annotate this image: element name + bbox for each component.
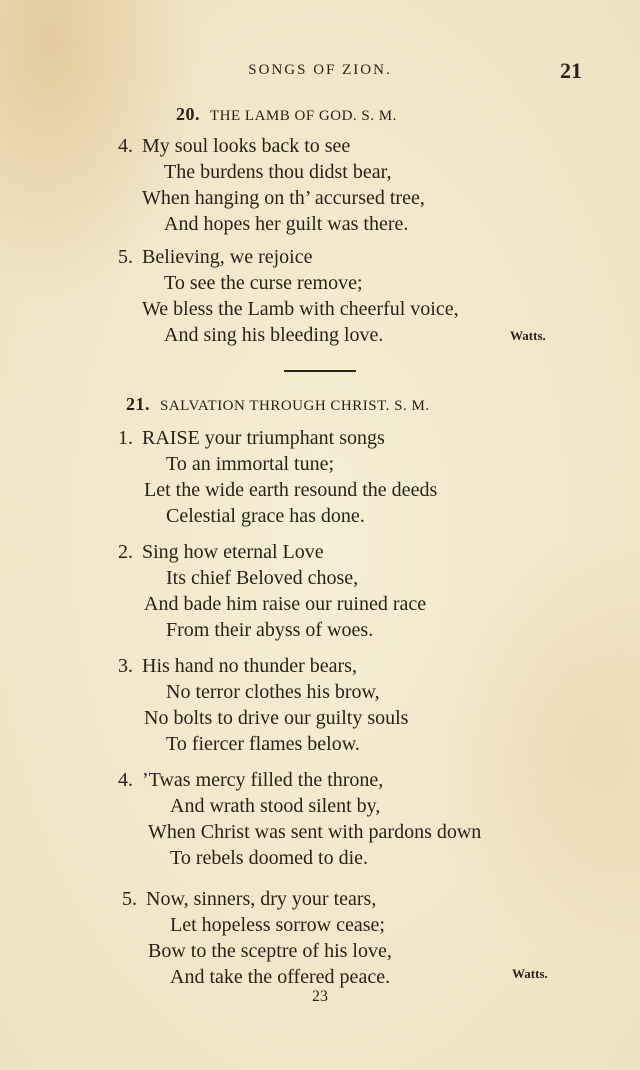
verse-line: We bless the Lamb with cheerful voice, [142, 298, 459, 320]
verse-line: And bade him raise our ruined race [144, 593, 427, 615]
hymn-20-heading [176, 104, 397, 125]
verse-line: To fiercer flames below. [166, 733, 360, 755]
verse-line: And sing his bleeding love. [164, 324, 384, 346]
verse-line: No terror clothes his brow, [166, 681, 380, 703]
verse-line [118, 244, 459, 270]
verse-line: And hopes her guilt was there. [164, 213, 409, 235]
hymn-21-verse-5 [122, 886, 392, 990]
verse-line: Its chief Beloved chose, [166, 567, 359, 589]
verse-text: Now, sinners, dry your tears, [146, 888, 377, 910]
verse-line [122, 886, 392, 912]
hymn-number: 21. [126, 394, 150, 414]
hymn-title: THE LAMB OF GOD. S. M. [210, 108, 397, 124]
verse-number: 4. [118, 135, 133, 157]
author-attribution: Watts. [510, 328, 546, 343]
page-number: 21 [560, 58, 582, 83]
hymn-20-verse-5 [118, 244, 459, 348]
verse-line [118, 539, 426, 565]
author-attribution: Watts. [512, 966, 548, 981]
verse-text: ’Twas mercy filled the throne, [142, 769, 384, 791]
hymn-21-verse-2 [118, 539, 426, 643]
verse-line: Celestial grace has done. [166, 505, 365, 527]
verse-text: My soul looks back to see [142, 135, 351, 157]
verse-line: To rebels doomed to die. [170, 847, 368, 869]
verse-line [118, 133, 425, 159]
signature-mark: 23 [312, 988, 328, 1005]
verse-line [118, 425, 437, 451]
verse-line: When Christ was sent with pardons down [148, 821, 482, 843]
hymn-21-heading [126, 394, 430, 415]
verse-number: 5. [118, 246, 133, 268]
verse-number: 5. [122, 888, 137, 910]
verse-line: To an immortal tune; [166, 453, 335, 475]
verse-line: No bolts to drive our guilty souls [144, 707, 409, 729]
hymn-20-verse-4 [118, 133, 425, 237]
hymn-number: 20. [176, 104, 200, 124]
hymn-21-verse-4 [118, 767, 481, 871]
hymn-title: SALVATION THROUGH CHRIST. S. M. [160, 398, 430, 414]
verse-number: 1. [118, 427, 133, 449]
verse-line: Let the wide earth resound the deeds [144, 479, 438, 501]
verse-line: The burdens thou didst bear, [164, 161, 392, 183]
verse-line: And take the offered peace. [170, 966, 391, 988]
verse-text: Believing, we rejoice [142, 246, 313, 268]
verse-line: From their abyss of woes. [166, 619, 374, 641]
verse-number: 3. [118, 655, 133, 677]
verse-number: 2. [118, 541, 133, 563]
verse-text: Sing how eternal Love [142, 541, 324, 563]
verse-number: 4. [118, 769, 133, 791]
verse-line [118, 653, 408, 679]
verse-text: RAISE your triumphant songs [142, 427, 385, 449]
hymn-21-verse-1 [118, 425, 437, 529]
verse-line: Let hopeless sorrow cease; [170, 914, 385, 936]
verse-line: Bow to the sceptre of his love, [148, 940, 392, 962]
hymn-21-verse-3 [118, 653, 408, 757]
running-head: SONGS OF ZION. [248, 62, 392, 78]
verse-text: His hand no thunder bears, [142, 655, 357, 677]
verse-line: And wrath stood silent by, [170, 795, 381, 817]
verse-line: When hanging on th’ accursed tree, [142, 187, 425, 209]
verse-line: To see the curse remove; [164, 272, 363, 294]
section-divider [284, 370, 356, 372]
verse-line [118, 767, 481, 793]
